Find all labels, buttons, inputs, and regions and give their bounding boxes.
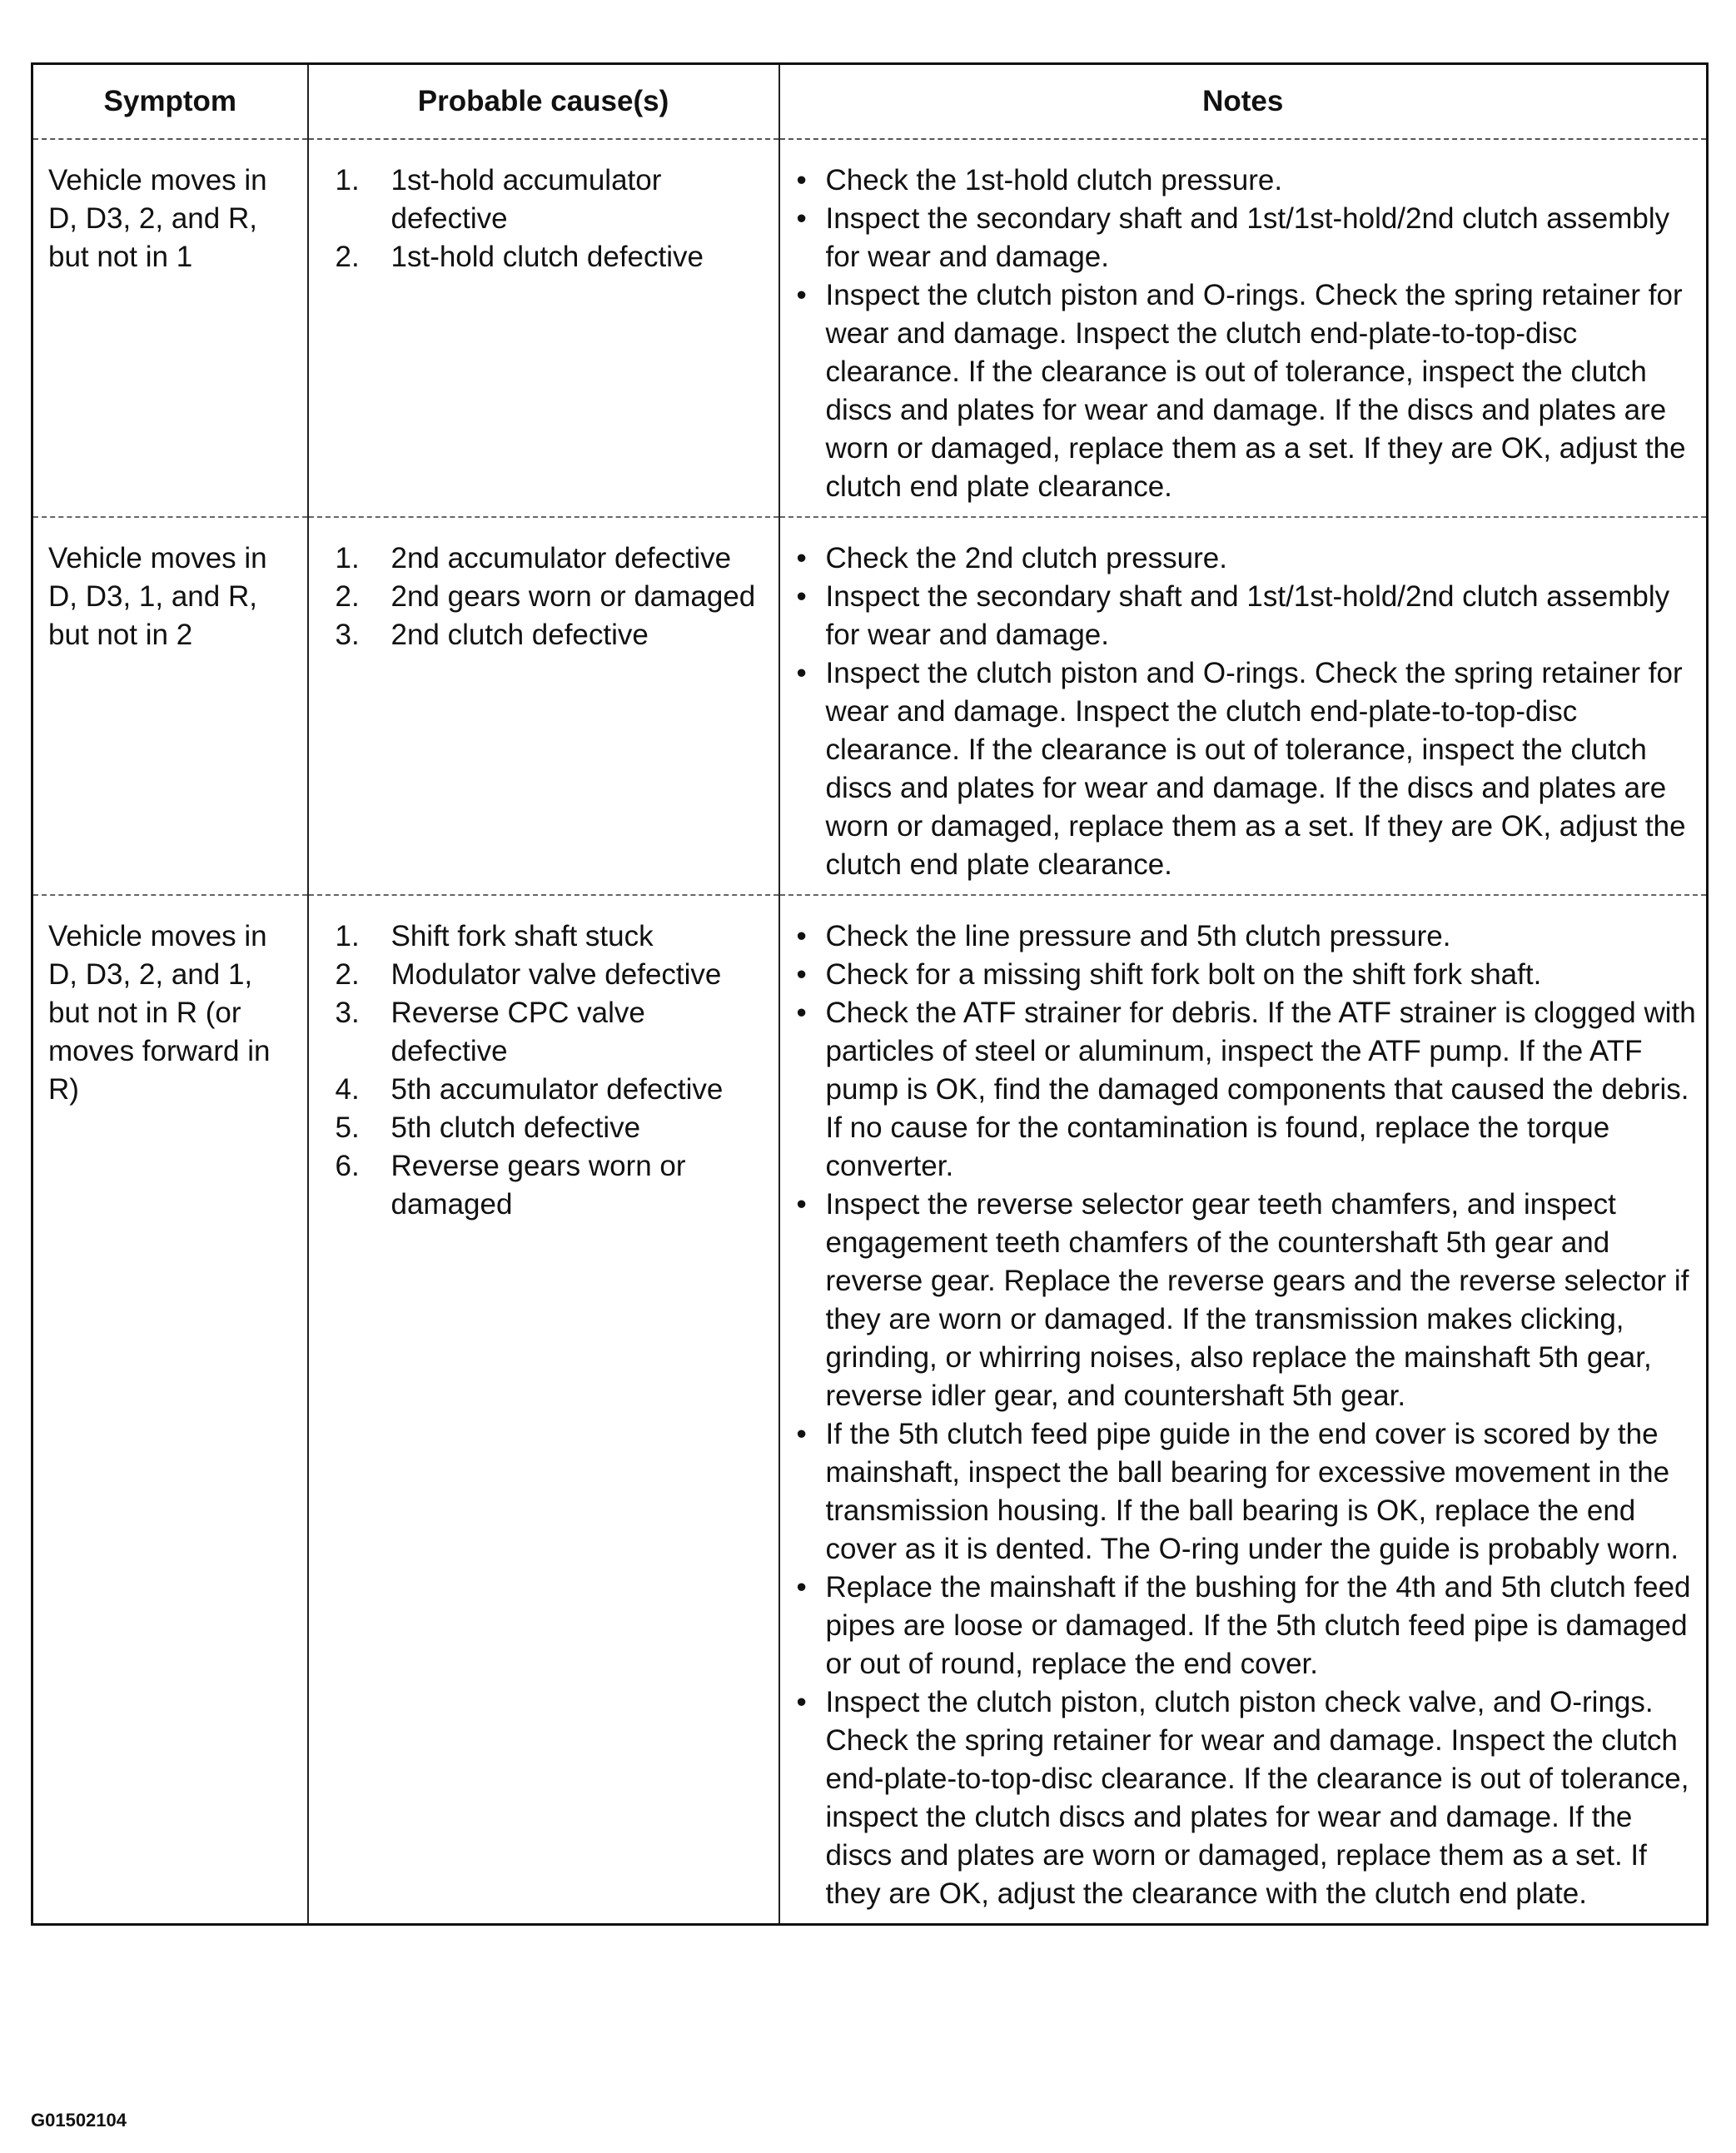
bullet-icon: • xyxy=(796,542,807,574)
cause-number: 3. xyxy=(335,619,360,651)
cause-number: 3. xyxy=(335,997,360,1029)
note-item xyxy=(797,917,1697,956)
bullet-icon: • xyxy=(796,1686,807,1718)
cause-number: 1. xyxy=(335,542,360,574)
cause-number: 1. xyxy=(335,164,360,196)
symptom-cell: Vehicle moves in D, D3, 2, and R, but not in 1 xyxy=(32,139,308,517)
symptom-cell: Vehicle moves in D, D3, 2, and 1, but not in R (or moves forward in R) xyxy=(32,895,308,1925)
cause-text: 2nd gears worn or damaged xyxy=(390,580,756,613)
bullet-icon: • xyxy=(796,164,807,196)
cause-item xyxy=(336,994,770,1071)
note-item xyxy=(797,1569,1697,1683)
notes-list xyxy=(797,162,1697,506)
note-item xyxy=(797,276,1697,506)
note-item xyxy=(797,578,1697,654)
note-item xyxy=(797,994,1697,1186)
cause-item xyxy=(336,578,770,616)
header-notes: Notes xyxy=(779,64,1708,140)
cause-text: Modulator valve defective xyxy=(390,958,722,991)
cause-number: 2. xyxy=(335,580,360,613)
bullet-icon: • xyxy=(796,580,807,613)
cause-number: 5. xyxy=(335,1111,360,1144)
causes-list xyxy=(336,917,770,1224)
cause-text: 5th clutch defective xyxy=(390,1111,641,1144)
table-row xyxy=(32,517,1708,895)
note-text: Check the 2nd clutch pressure. xyxy=(825,542,1227,574)
notes-list xyxy=(797,539,1697,884)
note-text: Inspect the secondary shaft and 1st/1st-hold/2nd clutch assembly for wear and damage. xyxy=(825,202,1670,273)
cause-text: Reverse CPC valve defective xyxy=(390,997,645,1067)
cause-text: Reverse gears worn or damaged xyxy=(390,1150,686,1221)
table-body xyxy=(32,139,1708,1925)
cause-number: 2. xyxy=(335,958,360,991)
cause-text: 2nd clutch defective xyxy=(390,619,649,651)
note-text: Check the ATF strainer for debris. If the ATF strainer is clogged with particles of steel or aluminum, inspect the ATF pump. If the ATF pump is OK, find the damaged components that caused the debris. If no cause for the contamination is found, replace the torque converter. xyxy=(825,997,1696,1182)
table-row xyxy=(32,139,1708,517)
cause-item xyxy=(336,1109,770,1147)
note-text: Inspect the clutch piston and O-rings. Check the spring retainer for wear and damage. Inspect the clutch end-plate-to-top-disc clearance. If the clearance is out of tolerance, inspect the clutch discs and plates for wear and damage. If the discs and plates are worn or damaged, replace them as a set. If they are OK, adjust the clutch end plate clearance. xyxy=(825,279,1686,503)
note-item xyxy=(797,539,1697,578)
cause-number: 4. xyxy=(335,1073,360,1106)
causes-cell xyxy=(308,517,779,895)
cause-item xyxy=(336,162,770,238)
bullet-icon: • xyxy=(796,997,807,1029)
cause-item xyxy=(336,238,770,276)
note-text: Inspect the clutch piston, clutch piston check valve, and O-rings. Check the spring retainer for wear and damage. Inspect the clutch end-plate-to-top-disc clearance. If the clearance is out of tolerance, inspect the clutch discs and plates for wear and damage. If the discs and plates are worn or damaged, replace them as a set. If they are OK, adjust the clearance with the clutch end plate. xyxy=(825,1686,1689,1910)
causes-list xyxy=(336,162,770,276)
header-probable-causes: Probable cause(s) xyxy=(308,64,779,140)
notes-cell xyxy=(779,895,1708,1925)
cause-text: 1st-hold accumulator defective xyxy=(390,164,662,235)
note-text: Check for a missing shift fork bolt on the shift fork shaft. xyxy=(825,958,1542,991)
causes-cell xyxy=(308,895,779,1925)
note-item xyxy=(797,200,1697,276)
symptom-cell: Vehicle moves in D, D3, 1, and R, but not in 2 xyxy=(32,517,308,895)
note-item xyxy=(797,162,1697,200)
table-header-row xyxy=(32,64,1708,140)
note-item xyxy=(797,956,1697,994)
note-text: Replace the mainshaft if the bushing for the 4th and 5th clutch feed pipes are loose or damaged. If the 5th clutch feed pipe is damaged or out of round, replace the end cover. xyxy=(825,1571,1691,1680)
note-text: Check the line pressure and 5th clutch pressure. xyxy=(825,920,1451,952)
note-text: If the 5th clutch feed pipe guide in the end cover is scored by the mainshaft, inspect the ball bearing for excessive movement in the transmission housing. If the ball bearing is OK, replace the end cover as it is dented. The O-ring under the guide is probably worn. xyxy=(825,1418,1679,1565)
bullet-icon: • xyxy=(796,958,807,991)
note-text: Inspect the secondary shaft and 1st/1st-hold/2nd clutch assembly for wear and damage. xyxy=(825,580,1670,651)
cause-item xyxy=(336,616,770,654)
cause-item xyxy=(336,1071,770,1109)
causes-cell xyxy=(308,139,779,517)
note-item xyxy=(797,1683,1697,1913)
notes-cell xyxy=(779,139,1708,517)
cause-text: Shift fork shaft stuck xyxy=(390,920,654,952)
notes-list xyxy=(797,917,1697,1913)
cause-item xyxy=(336,917,770,956)
cause-number: 2. xyxy=(335,241,360,273)
note-text: Inspect the reverse selector gear teeth chamfers, and inspect engagement teeth chamfers of the countershaft 5th gear and reverse gear. Replace the reverse gears and the reverse selector if they are worn or damaged. If the transmission makes clicking, grinding, or whirring noises, also replace the mainshaft 5th gear, reverse idler gear, and countershaft 5th gear. xyxy=(825,1188,1689,1412)
cause-item xyxy=(336,539,770,578)
cause-text: 2nd accumulator defective xyxy=(390,542,732,574)
note-text: Check the 1st-hold clutch pressure. xyxy=(825,164,1283,196)
bullet-icon: • xyxy=(796,1571,807,1604)
notes-cell xyxy=(779,517,1708,895)
bullet-icon: • xyxy=(796,202,807,235)
bullet-icon: • xyxy=(796,1188,807,1221)
note-item xyxy=(797,654,1697,884)
table-row xyxy=(32,895,1708,1925)
bullet-icon: • xyxy=(796,920,807,952)
bullet-icon: • xyxy=(796,657,807,689)
header-symptom: Symptom xyxy=(32,64,308,140)
note-item xyxy=(797,1415,1697,1569)
cause-item xyxy=(336,956,770,994)
cause-item xyxy=(336,1147,770,1224)
cause-number: 6. xyxy=(335,1150,360,1182)
cause-text: 1st-hold clutch defective xyxy=(390,241,704,273)
note-item xyxy=(797,1186,1697,1415)
note-text: Inspect the clutch piston and O-rings. Check the spring retainer for wear and damage. Inspect the clutch end-plate-to-top-disc clearance. If the clearance is out of tolerance, inspect the clutch discs and plates for wear and damage. If the discs and plates are worn or damaged, replace them as a set. If they are OK, adjust the clutch end plate clearance. xyxy=(825,657,1686,881)
troubleshooting-table xyxy=(31,62,1709,1926)
cause-text: 5th accumulator defective xyxy=(390,1073,724,1106)
cause-number: 1. xyxy=(335,920,360,952)
bullet-icon: • xyxy=(796,279,807,311)
figure-code: G01502104 xyxy=(31,2110,127,2131)
causes-list xyxy=(336,539,770,654)
bullet-icon: • xyxy=(796,1418,807,1450)
